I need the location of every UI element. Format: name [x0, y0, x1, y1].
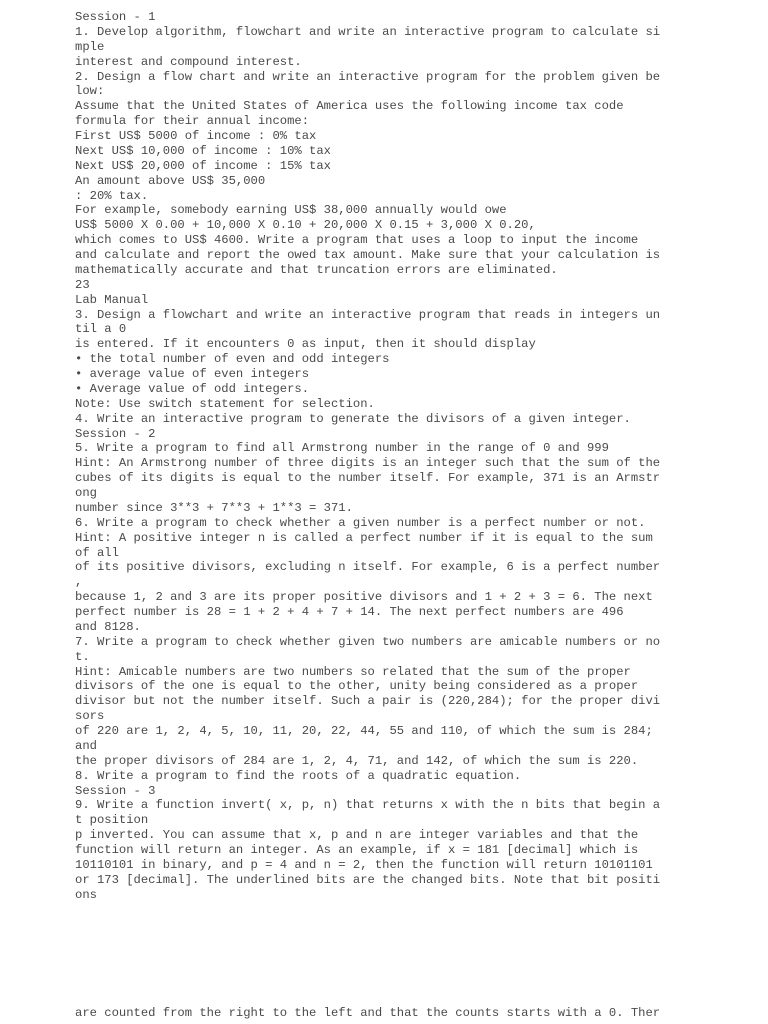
document-line: t.	[75, 649, 90, 664]
document-line: : 20% tax.	[75, 188, 149, 203]
document-line: 1. Develop algorithm, flowchart and write an interactive program to calculate si	[75, 24, 661, 39]
document-line: sors	[75, 709, 105, 724]
document-line: • Average value of odd integers.	[75, 381, 310, 396]
document-line: number since 3**3 + 7**3 + 1**3 = 371.	[75, 500, 353, 515]
document-line: • average value of even integers	[75, 367, 310, 381]
document-line: of 220 are 1, 2, 4, 5, 10, 11, 20, 22, 44, 55 and 110, of which the sum is 284;	[75, 724, 653, 738]
document-line: and 8128.	[75, 619, 141, 634]
document-line: interest and compound interest.	[75, 54, 302, 69]
document-line: Hint: A positive integer n is called a perfect number if it is equal to the sum	[75, 530, 653, 545]
document-line: divisors of the one is equal to the other, unity being considered as a proper	[75, 679, 639, 694]
document-line: 10110101 in binary, and p = 4 and n = 2, then the function will return 10101101	[75, 857, 653, 872]
document-line: Hint: An Armstrong number of three digits is an integer such that the sum of the	[75, 456, 661, 471]
document-line: 9. Write a function invert( x, p, n) that returns x with the n bits that begin a	[75, 798, 661, 813]
document-line: low:	[75, 84, 105, 99]
document-line: For example, somebody earning US$ 38,000 annually would owe	[75, 203, 507, 218]
document-line: Assume that the United States of America uses the following income tax code	[75, 99, 624, 114]
document-line: Next US$ 20,000 of income : 15% tax	[75, 158, 331, 173]
document-line: til a 0	[75, 322, 127, 337]
document-line: mple	[75, 39, 105, 54]
document-line: 6. Write a program to check whether a given number is a perfect number or not.	[75, 515, 646, 530]
document-line: of its positive divisors, excluding n itself. For example, 6 is a perfect number	[75, 560, 661, 575]
document-line: ons	[75, 887, 97, 902]
document-line: ,	[75, 575, 83, 590]
document-line: ong	[75, 486, 97, 500]
document-line: and calculate and report the owed tax amount. Make sure that your calculation is	[75, 248, 661, 262]
document-line: or 173 [decimal]. The underlined bits are the changed bits. Note that bit positi	[75, 872, 661, 887]
document-line: An amount above US$ 35,000	[75, 173, 266, 188]
document-line: which comes to US$ 4600. Write a program that uses a loop to input the income	[75, 233, 639, 248]
document-line: Lab Manual	[75, 292, 149, 307]
document-line: perfect number is 28 = 1 + 2 + 4 + 7 + 14. The next perfect numbers are 496	[75, 605, 624, 619]
document-line: mathematically accurate and that truncation errors are eliminated.	[75, 262, 558, 277]
document-line: 2. Design a flow chart and write an interactive program for the problem given be	[75, 69, 661, 84]
document-line: 4. Write an interactive program to generate the divisors of a given integer.	[75, 411, 631, 426]
document-body	[75, 10, 695, 903]
document-line: US$ 5000 X 0.00 + 10,000 X 0.10 + 20,000 X 0.15 + 3,000 X 0.20,	[75, 218, 536, 233]
document-tail-line: are counted from the right to the left and that the counts starts with a 0. Ther	[75, 1006, 661, 1020]
document-line: because 1, 2 and 3 are its proper positive divisors and 1 + 2 + 3 = 6. The next	[75, 590, 653, 605]
document-line: divisor but not the number itself. Such a pair is (220,284); for the proper divi	[75, 694, 661, 709]
document-line: 7. Write a program to check whether given two numbers are amicable numbers or no	[75, 634, 661, 649]
document-line: of all	[75, 545, 119, 560]
document-line: formula for their annual income:	[75, 114, 310, 129]
document-line: cubes of its digits is equal to the number itself. For example, 371 is an Armstr	[75, 471, 661, 486]
document-line: • the total number of even and odd integers	[75, 352, 390, 367]
document-line: Hint: Amicable numbers are two numbers so related that the sum of the proper	[75, 664, 631, 679]
document-line: and	[75, 738, 97, 753]
document-line: is entered. If it encounters 0 as input, then it should display	[75, 337, 536, 352]
document-line: 3. Design a flowchart and write an interactive program that reads in integers un	[75, 307, 661, 322]
document-line: Session - 2	[75, 426, 156, 441]
document-line: Note: Use switch statement for selection.	[75, 396, 375, 411]
document-line: function will return an integer. As an example, if x = 181 [decimal] which is	[75, 843, 639, 857]
document-line: Next US$ 10,000 of income : 10% tax	[75, 143, 331, 158]
document-line: t position	[75, 813, 149, 828]
document-line: Session - 3	[75, 783, 156, 798]
document-line: p inverted. You can assume that x, p and n are integer variables and that the	[75, 828, 639, 843]
document-line: First US$ 5000 of income : 0% tax	[75, 129, 317, 143]
document-line: the proper divisors of 284 are 1, 2, 4, 71, and 142, of which the sum is 220.	[75, 753, 639, 768]
document-line: Session - 1	[75, 10, 156, 24]
document-line: 23	[75, 277, 90, 292]
document-line: 5. Write a program to find all Armstrong number in the range of 0 and 999	[75, 441, 609, 456]
document-line: 8. Write a program to find the roots of a quadratic equation.	[75, 768, 522, 783]
